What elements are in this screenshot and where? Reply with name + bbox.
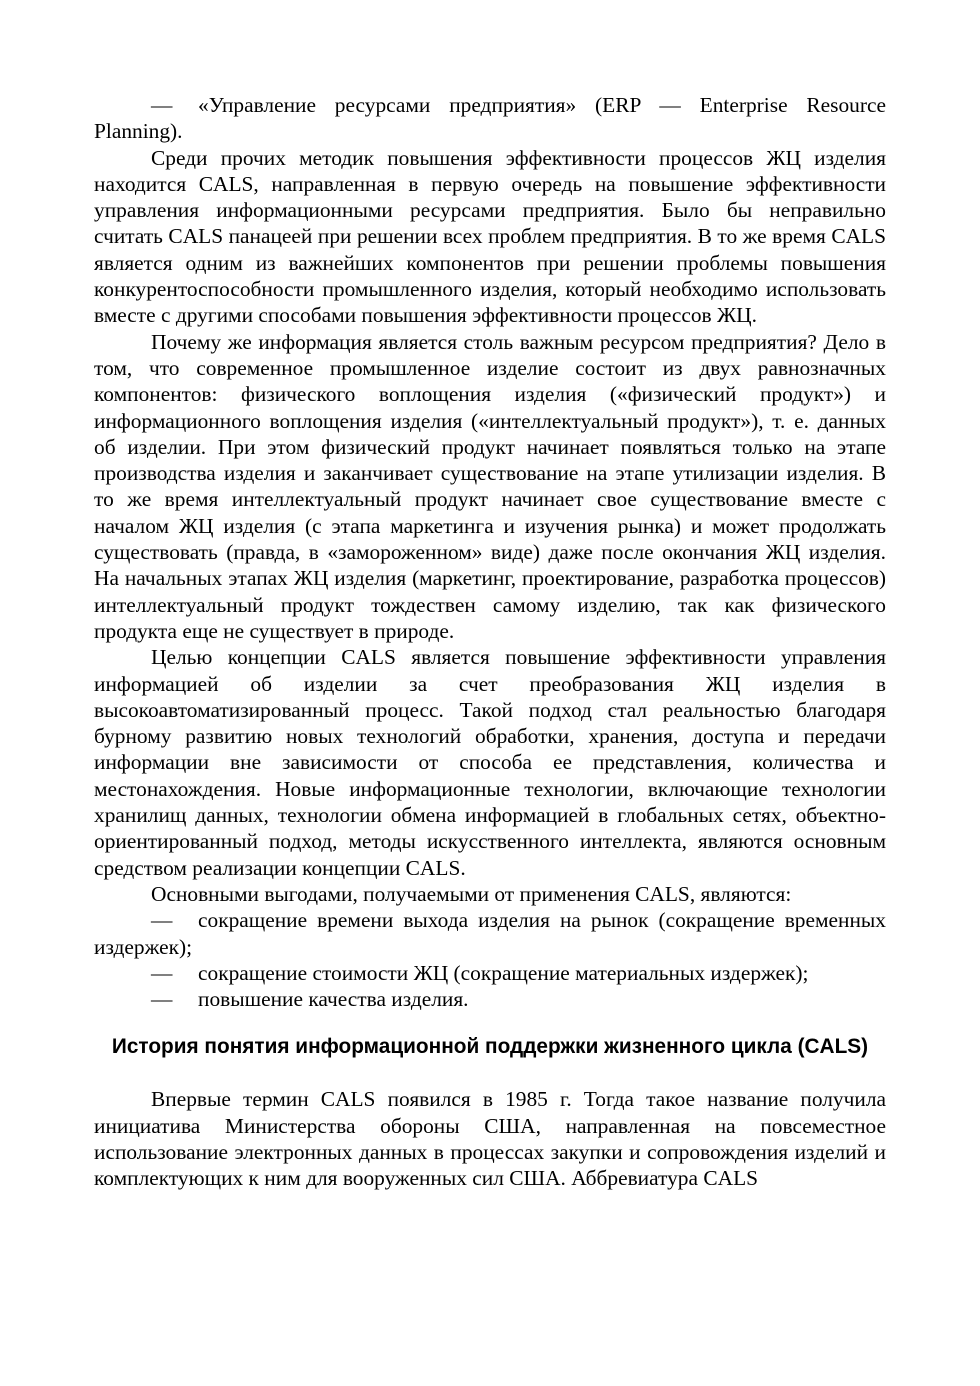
paragraph-information-resource: Почему же информация является столь важным ресурсом предприятия? Дело в том, что современное промышленное изделие состоит из двух равнозначных компонентов: физического воплощения изделия («физический продукт») и информационного воплощения изделия («интеллектуальный продукт»), т. е. данных об изделии. При этом физический продукт начинает появляться только на этапе производства изделия и заканчивает существование на этапе утилизации изделия. В то же время интеллектуальный продукт начинает свое существование вместе с началом ЖЦ изделия (с этапа маркетинга и изучения рынка) и может продолжать существовать (правда, в «замороженном» виде) даже после окончания ЖЦ изделия. На начальных этапах ЖЦ изделия (маркетинг, проектирование, разработка процессов) интеллектуальный продукт тождествен самому изделию, так как физического продукта еще не существует в природе. — [94, 329, 886, 643]
paragraph-cals-history: Впервые термин CALS появился в 1985 г. Тогда такое название получила инициатива Министерства обороны США, направленная на повсеместное использование электронных данных в процессах закупки и сопровождения изделий и комплектующих к ним для вооруженных сил США. Аббревиатура CALS — [94, 1087, 886, 1191]
list-item-text: «Управление ресурсами предприятия» (ERP — Enterprise Resource Planning). — [94, 93, 886, 144]
list-item-text: повышение качества изделия. — [198, 987, 469, 1012]
paragraph-cals-methods: Среди прочих методик повышения эффективности процессов ЖЦ изделия находится CALS, направленная в первую очередь на повышение эффективности управления информационными ресурсами предприятия. Было бы неправильно считать CALS панацеей при решении всех проблем предприятия. В то же время CALS является одним из важнейших компонентов при решении проблемы повышения конкурентоспособности промышленного изделия, который необходимо использовать вместе с другими способами повышения эффективности процессов ЖЦ. — [94, 145, 886, 328]
list-item-text: сокращение времени выхода изделия на рынок (сокращение временных издержек); — [94, 908, 886, 959]
dash-bullet: — — [151, 987, 173, 1012]
list-item-benefit-cost — [94, 960, 886, 986]
list-item-benefit-time — [94, 907, 886, 960]
dash-bullet: — — [151, 93, 173, 117]
dash-bullet: — — [151, 908, 173, 933]
document-page — [94, 92, 886, 1192]
dash-bullet: — — [151, 960, 173, 985]
paragraph-cals-goal: Целью концепции CALS является повышение эффективности управления информацией об изделии за счет преобразования ЖЦ изделия в высокоавтоматизированный процесс. Такой подход стал реальностью благодаря бурному развитию новых технологий обработки, хранения, доступа и передачи информации вне зависимости от способа ее представления, количества и местонахождения. Новые информационные технологии, включающие технологии хранилищ данных, технологии обмена информацией в глобальных сетях, объектно-ориентированный подход, методы искусственного интеллекта, являются основным средством реализации концепции CALS. — [94, 645, 886, 880]
list-item-text: сокращение стоимости ЖЦ (сокращение материальных издержек); — [198, 960, 809, 985]
list-item-benefit-quality — [94, 986, 886, 1012]
paragraph-benefits-intro: Основными выгодами, получаемыми от применения CALS, являются: — [151, 881, 792, 906]
section-heading: История понятия информационной поддержки жизненного цикла (CALS) — [111, 1035, 869, 1059]
list-item-erp — [94, 92, 886, 145]
